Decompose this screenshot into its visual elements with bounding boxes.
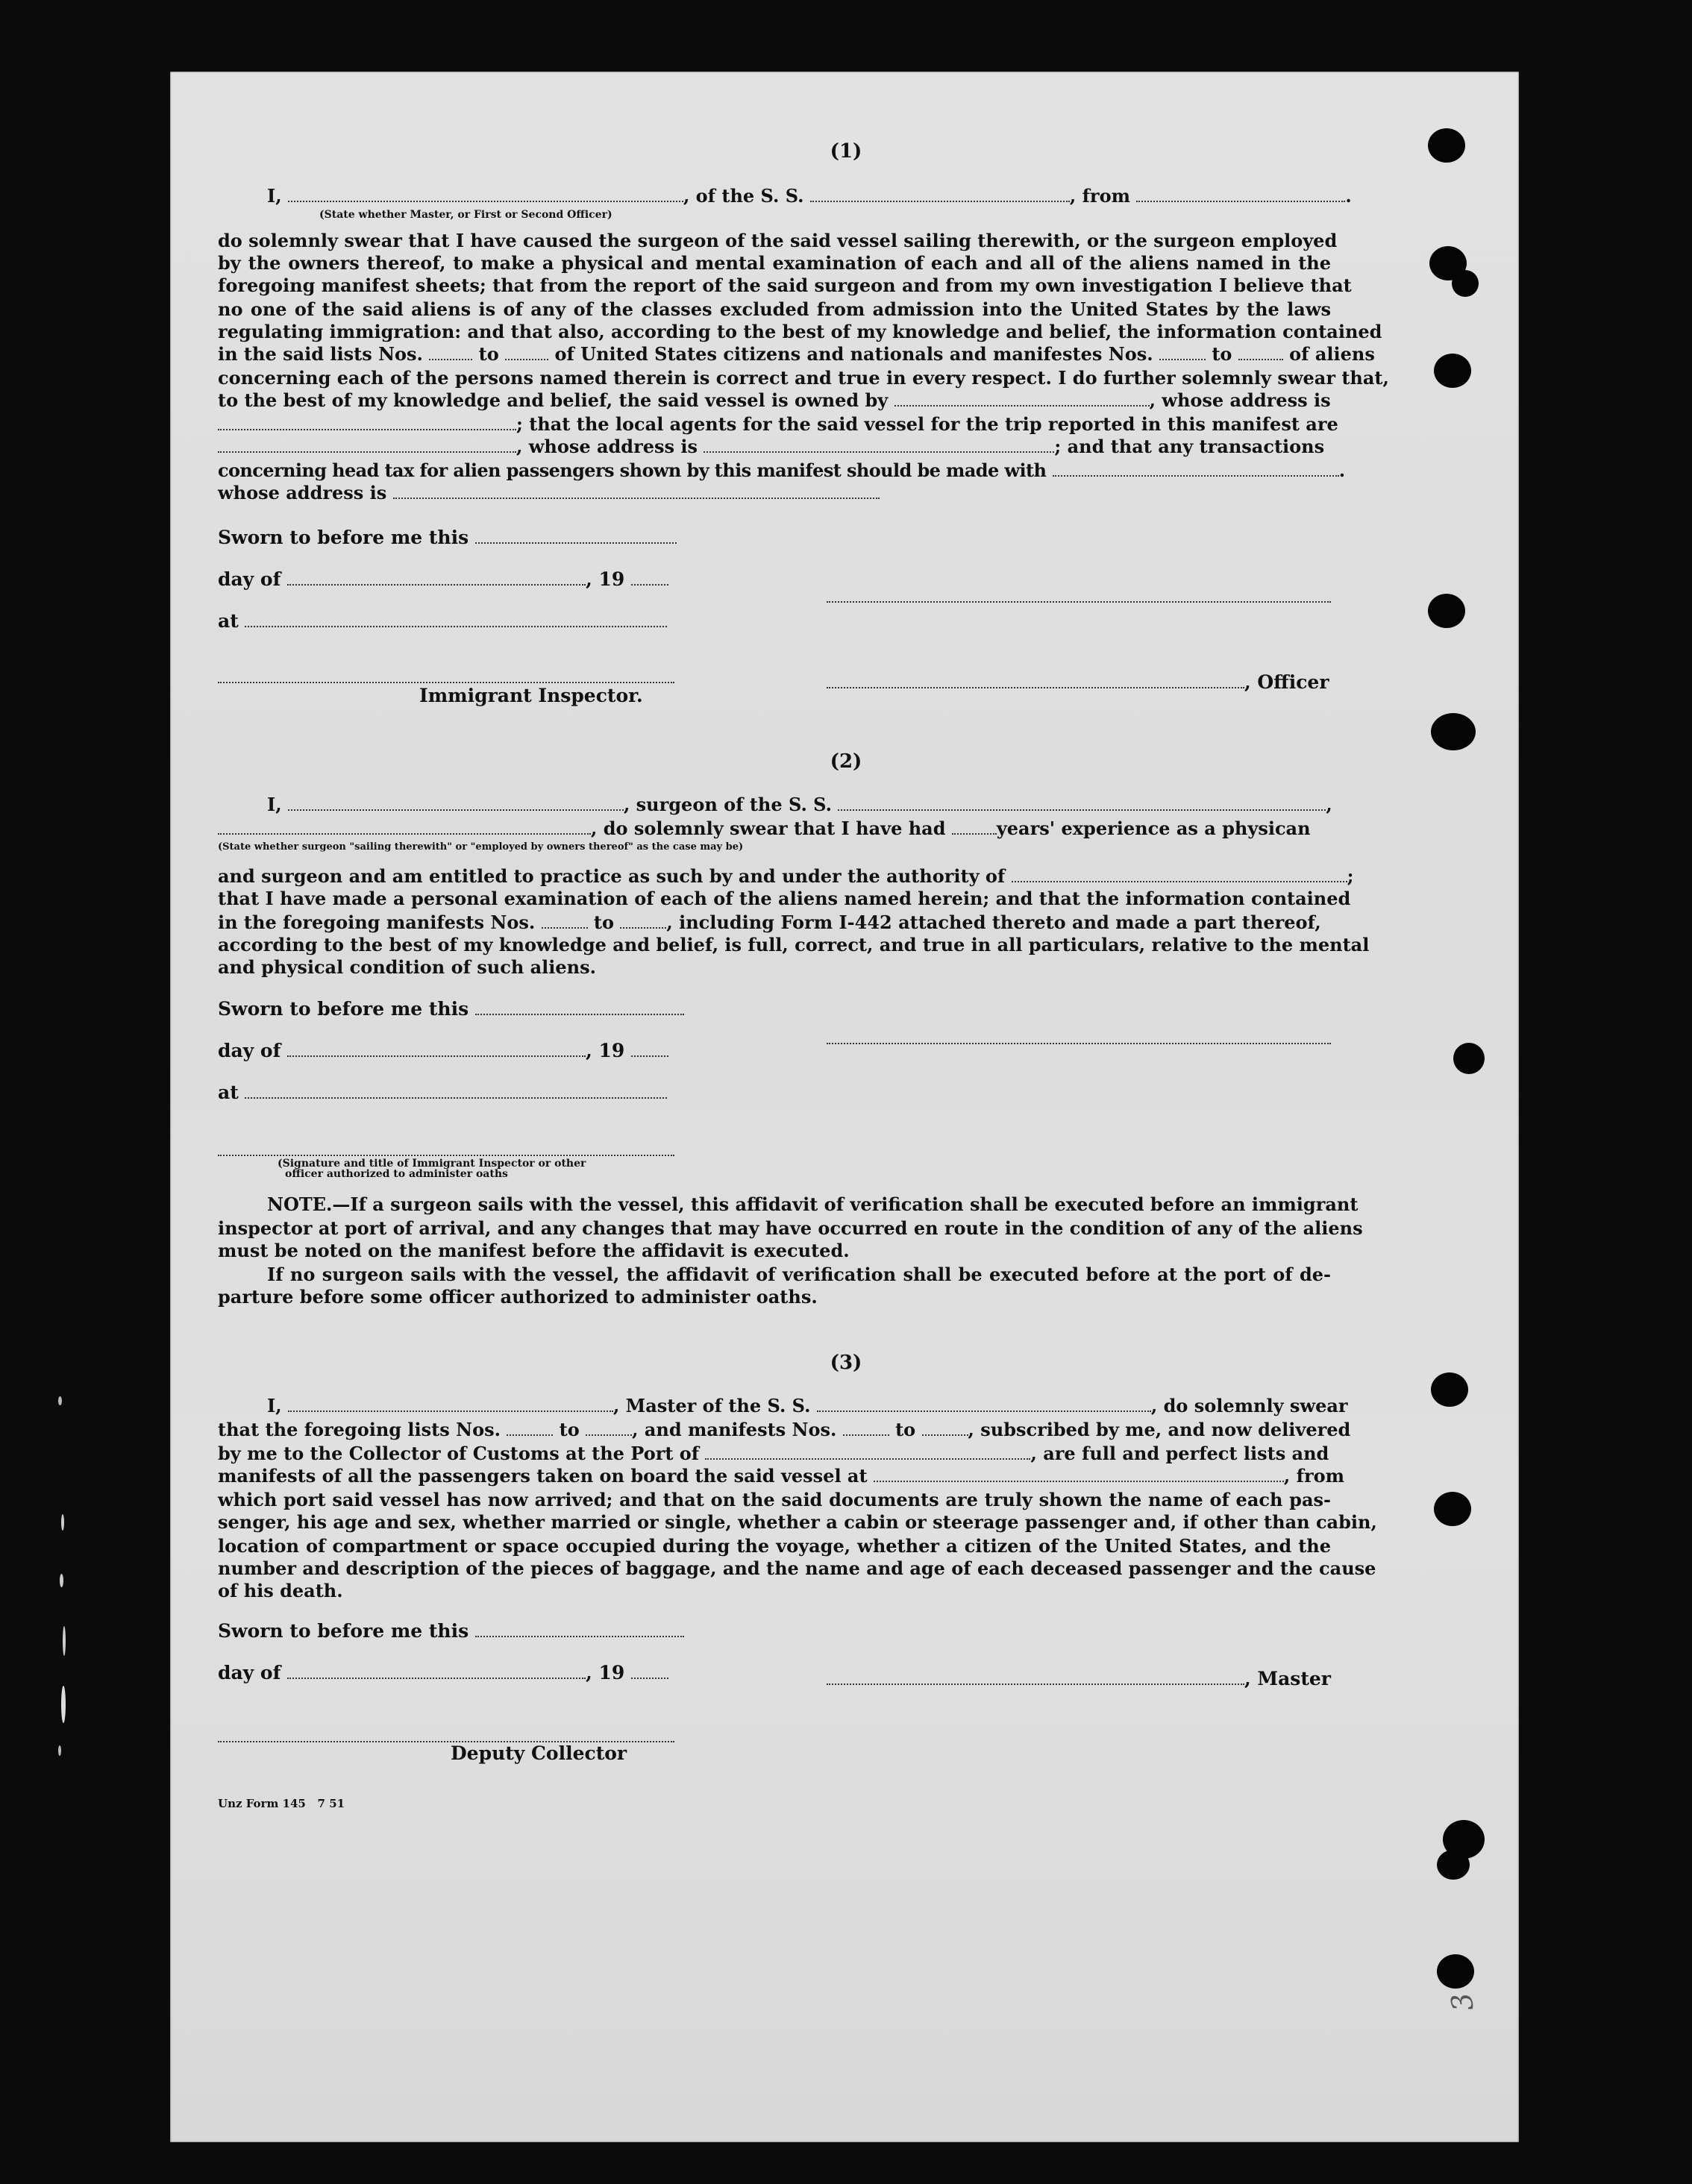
paragraph-line: foregoing manifest sheets; that from the report of the said surgeon and from my own investigation I believe that bbox=[218, 274, 1352, 296]
note-line: If no surgeon sails with the vessel, the affidavit of verification shall be executed before at the port of de- bbox=[267, 1264, 1331, 1285]
text: . bbox=[1345, 185, 1352, 207]
head-tax-address-line bbox=[218, 482, 880, 504]
officer-signature-field[interactable] bbox=[827, 672, 1244, 688]
list-from-field[interactable] bbox=[507, 1419, 553, 1436]
paragraph-line: according to the best of my knowledge and belief, is full, correct, and true in all particulars, relative to the mental bbox=[218, 934, 1370, 956]
at-label bbox=[218, 1082, 667, 1103]
officer-label bbox=[827, 671, 1329, 693]
sworn-date-field[interactable] bbox=[475, 527, 677, 544]
agents-line bbox=[218, 413, 1338, 436]
master-name-field[interactable] bbox=[288, 1396, 613, 1412]
paragraph-line: senger, his age and sex, whether married or single, whether a cabin or steerage passenger and, if other than cabin, bbox=[218, 1511, 1377, 1533]
day-of-label bbox=[218, 568, 668, 590]
place-field[interactable] bbox=[245, 1082, 667, 1099]
at-label bbox=[218, 610, 667, 632]
paragraph-line: no one of the said aliens is of any of the classes excluded from admission into the United States by the laws bbox=[218, 298, 1331, 320]
inspector-signature-line bbox=[218, 682, 674, 683]
day-of-label bbox=[218, 1662, 668, 1684]
text: at bbox=[218, 610, 239, 632]
margin-speck bbox=[61, 1686, 66, 1723]
manifest-from-field[interactable] bbox=[1159, 344, 1206, 360]
binder-hole bbox=[1431, 1372, 1468, 1407]
binder-hole bbox=[1437, 1954, 1474, 1989]
text: to bbox=[478, 343, 499, 365]
sworn-label bbox=[218, 998, 684, 1020]
year-field[interactable] bbox=[631, 1663, 668, 1679]
text: , of the S. S. bbox=[683, 185, 804, 207]
list-to-field[interactable] bbox=[505, 344, 548, 360]
text: , Officer bbox=[1244, 671, 1329, 693]
list-to-field[interactable] bbox=[586, 1419, 632, 1436]
text: , do solemnly swear bbox=[1150, 1395, 1348, 1416]
form-identifier: Unz Form 145 7 51 bbox=[218, 1797, 345, 1810]
owner-line bbox=[218, 389, 1331, 412]
text: , 19 bbox=[586, 568, 625, 590]
text: , do solemnly swear that I have had bbox=[591, 818, 946, 839]
text: manifests of all the passengers taken on board the said vessel at bbox=[218, 1465, 868, 1487]
binder-hole bbox=[1437, 1850, 1470, 1880]
binder-hole bbox=[1428, 594, 1465, 628]
agents-address-line bbox=[218, 436, 1324, 458]
text: day of bbox=[218, 1040, 281, 1061]
departure-line bbox=[218, 1465, 1344, 1487]
text: I, bbox=[267, 794, 282, 815]
text: I, bbox=[267, 185, 282, 207]
departure-port-field[interactable] bbox=[874, 1466, 1284, 1482]
inspector-label: Immigrant Inspector. bbox=[419, 685, 643, 706]
text: , surgeon of the S. S. bbox=[623, 794, 832, 815]
surgeon-opening-line bbox=[267, 794, 1332, 816]
paragraph-line: by the owners thereof, to make a physical and mental examination of each and all of the aliens named in the bbox=[218, 252, 1331, 274]
surgeon-vessel-field[interactable] bbox=[838, 794, 1326, 811]
text: , and manifests Nos. bbox=[632, 1419, 837, 1440]
month-field[interactable] bbox=[287, 1663, 586, 1679]
paragraph-line: location of compartment or space occupied during the voyage, whether a citizen of the United States, and the bbox=[218, 1535, 1331, 1557]
port-line bbox=[218, 1443, 1329, 1465]
manifest-from-field[interactable] bbox=[843, 1419, 889, 1436]
text: , Master of the S. S. bbox=[612, 1395, 811, 1416]
text: day of bbox=[218, 1662, 281, 1684]
head-tax-address-field[interactable] bbox=[393, 483, 880, 499]
text: of aliens bbox=[1289, 343, 1375, 365]
paragraph-line: concerning each of the persons named therein is correct and true in every respect. I do further solemnly swear that, bbox=[218, 367, 1389, 389]
signature-caption: (Signature and title of Immigrant Inspector or other bbox=[278, 1158, 586, 1170]
note-line: parture before some officer authorized to administer oaths. bbox=[218, 1286, 818, 1308]
sworn-date-field[interactable] bbox=[475, 1621, 684, 1637]
paragraph-line: do solemnly swear that I have caused the surgeon of the said vessel sailing therewith, or the surgeon employed bbox=[218, 230, 1338, 251]
agents-address-field[interactable] bbox=[704, 436, 1054, 453]
text: to bbox=[1212, 343, 1232, 365]
administering-officer-line bbox=[218, 1155, 674, 1156]
text: to bbox=[895, 1419, 916, 1440]
sworn-date-field[interactable] bbox=[475, 999, 684, 1015]
manifest-from-field[interactable] bbox=[542, 912, 588, 929]
agents-field[interactable] bbox=[218, 436, 516, 453]
manifest-to-field[interactable] bbox=[922, 1419, 968, 1436]
text: and surgeon and am entitled to practice as such by and under the authority of bbox=[218, 865, 1006, 887]
text: I, bbox=[267, 1395, 282, 1416]
paragraph-line: that I have made a personal examination of each of the aliens named herein; and that the information contained bbox=[218, 888, 1351, 909]
surgeon-name-field[interactable] bbox=[288, 794, 624, 811]
binder-hole bbox=[1453, 1043, 1485, 1074]
margin-speck bbox=[63, 1626, 66, 1656]
master-vessel-field[interactable] bbox=[817, 1396, 1151, 1412]
text: , subscribed by me, and now delivered bbox=[968, 1419, 1351, 1440]
text: to the best of my knowledge and belief, the said vessel is owned by bbox=[218, 389, 889, 411]
master-opening-line bbox=[267, 1395, 1348, 1417]
paragraph-line: regulating immigration: and that also, according to the best of my knowledge and belief, the information contained bbox=[218, 321, 1382, 342]
month-field[interactable] bbox=[287, 569, 586, 586]
text: , from bbox=[1283, 1465, 1345, 1487]
day-of-label bbox=[218, 1040, 668, 1061]
text: whose address is bbox=[218, 482, 387, 503]
text: that the foregoing lists Nos. bbox=[218, 1419, 501, 1440]
text: to bbox=[559, 1419, 580, 1440]
margin-speck bbox=[60, 1574, 63, 1587]
master-label bbox=[827, 1668, 1331, 1689]
name-field[interactable] bbox=[288, 186, 683, 202]
surgeon-signature-line bbox=[827, 1043, 1331, 1044]
year-field[interactable] bbox=[631, 1041, 668, 1057]
binder-hole bbox=[1434, 1492, 1471, 1526]
text: , Master bbox=[1244, 1668, 1331, 1689]
paragraph-line: of his death. bbox=[218, 1580, 343, 1601]
text: , bbox=[1326, 794, 1332, 815]
text: in the said lists Nos. bbox=[218, 343, 423, 365]
collector-label: Deputy Collector bbox=[451, 1742, 627, 1764]
authority-line bbox=[218, 865, 1353, 888]
text: Sworn to before me this bbox=[218, 1620, 469, 1642]
year-field[interactable] bbox=[631, 569, 668, 586]
text: . bbox=[1338, 459, 1346, 481]
text: ; and that any transactions bbox=[1054, 436, 1325, 457]
lists-line bbox=[218, 1419, 1350, 1441]
sworn-label bbox=[218, 1620, 684, 1642]
text: in the foregoing manifests Nos. bbox=[218, 911, 536, 933]
head-tax-agent-field[interactable] bbox=[1053, 460, 1339, 477]
section-1-opening-line bbox=[267, 185, 1352, 207]
surgeon-type-field[interactable] bbox=[218, 818, 591, 835]
list-from-field[interactable] bbox=[429, 344, 472, 360]
experience-line bbox=[218, 818, 1311, 840]
officer-signature-line-top bbox=[827, 601, 1331, 603]
authority-field[interactable] bbox=[1012, 866, 1347, 882]
text: at bbox=[218, 1082, 239, 1103]
port-of-arrival-field[interactable] bbox=[705, 1443, 1030, 1460]
owner-address-field[interactable] bbox=[218, 414, 516, 430]
text: , including Form I-442 attached thereto and made a part thereof, bbox=[666, 911, 1321, 933]
note-line: inspector at port of arrival, and any changes that may have occurred en route in the condition of any of the aliens bbox=[218, 1217, 1363, 1239]
text: , 19 bbox=[586, 1662, 625, 1684]
vessel-field[interactable] bbox=[810, 186, 1070, 202]
text: years' experience as a physican bbox=[996, 818, 1311, 839]
note-line: must be noted on the manifest before the affidavit is executed. bbox=[218, 1240, 850, 1261]
signature-caption: officer authorized to administer oaths bbox=[285, 1168, 508, 1180]
text: ; bbox=[1347, 865, 1354, 887]
text: , 19 bbox=[586, 1040, 625, 1061]
place-field[interactable] bbox=[245, 611, 667, 627]
note-line: NOTE.—If a surgeon sails with the vessel, this affidavit of verification shall be executed before an immigrant bbox=[267, 1193, 1359, 1215]
manifest-to-field[interactable] bbox=[1238, 344, 1283, 360]
text: , whose address is bbox=[1149, 389, 1331, 411]
paragraph-line: and physical condition of such aliens. bbox=[218, 956, 596, 978]
margin-speck bbox=[58, 1745, 61, 1756]
port-field[interactable] bbox=[1136, 186, 1345, 202]
sworn-label bbox=[218, 527, 677, 548]
surgeon-type-caption: (State whether surgeon "sailing therewith" or "employed by owners thereof" as the case may be) bbox=[218, 841, 744, 853]
owner-field[interactable] bbox=[894, 390, 1150, 407]
section-3-number: (3) bbox=[830, 1352, 862, 1374]
text: to bbox=[593, 911, 615, 933]
text: Sworn to before me this bbox=[218, 998, 469, 1020]
lists-numbers-line bbox=[218, 343, 1375, 365]
text: day of bbox=[218, 568, 281, 590]
paragraph-line: which port said vessel has now arrived; and that on the said documents are truly shown the name of each pas- bbox=[218, 1489, 1331, 1510]
manifest-numbers-line bbox=[218, 911, 1321, 934]
binder-hole bbox=[1431, 713, 1476, 750]
paragraph-line: number and description of the pieces of baggage, and the name and age of each deceased passenger and the cause bbox=[218, 1557, 1376, 1579]
section-1-number: (1) bbox=[830, 140, 862, 163]
text: Sworn to before me this bbox=[218, 527, 469, 548]
handwritten-mark: 3 bbox=[1444, 1990, 1480, 2014]
section-2-number: (2) bbox=[830, 750, 862, 773]
years-field[interactable] bbox=[952, 818, 997, 835]
text: , are full and perfect lists and bbox=[1030, 1443, 1329, 1464]
head-tax-line bbox=[218, 459, 1345, 482]
text: by me to the Collector of Customs at the Port of bbox=[218, 1443, 700, 1464]
manifest-to-field[interactable] bbox=[620, 912, 666, 929]
text: concerning head tax for alien passengers shown by this manifest should be made with bbox=[218, 459, 1047, 481]
margin-speck bbox=[58, 1396, 62, 1405]
text: , whose address is bbox=[516, 436, 698, 457]
rank-caption: (State whether Master, or First or Second Officer) bbox=[319, 209, 612, 221]
margin-speck bbox=[61, 1514, 64, 1531]
text: ; that the local agents for the said vessel for the trip reported in this manifest are bbox=[516, 413, 1338, 435]
text: of United States citizens and nationals and manifestes Nos. bbox=[554, 343, 1153, 365]
binder-hole bbox=[1452, 270, 1479, 297]
binder-hole bbox=[1434, 354, 1471, 388]
master-signature-field[interactable] bbox=[827, 1669, 1244, 1685]
month-field[interactable] bbox=[287, 1041, 586, 1057]
text: , from bbox=[1069, 185, 1130, 207]
